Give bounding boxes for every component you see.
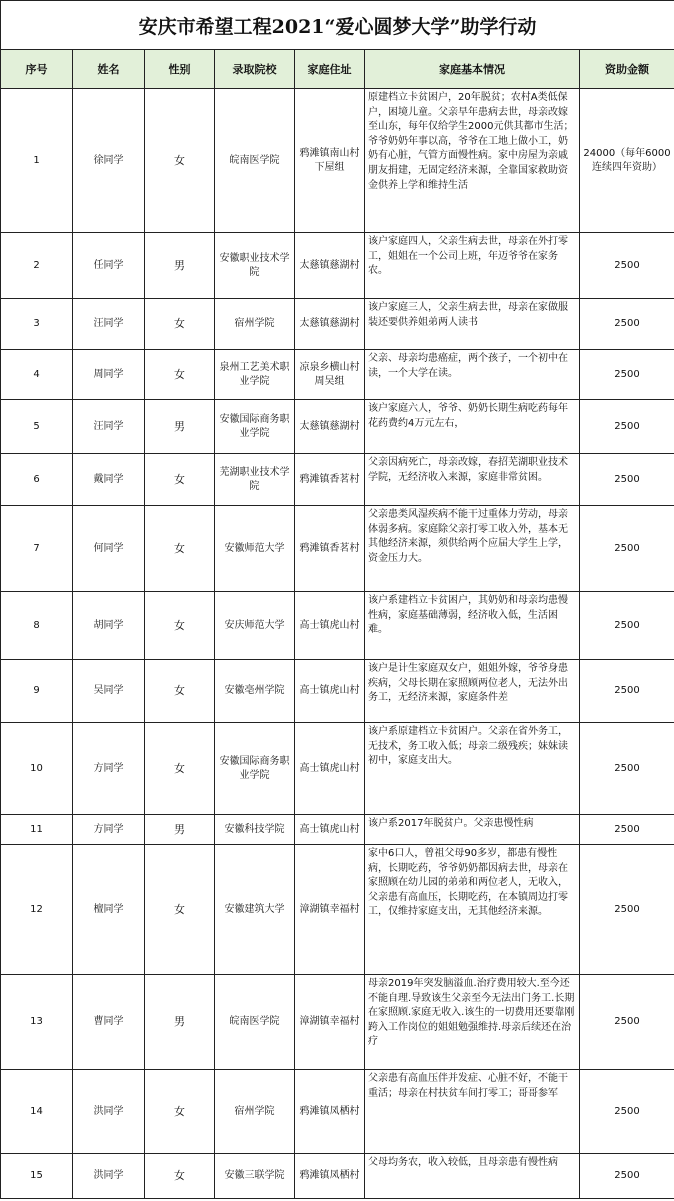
student-name-cell: 周同学: [73, 350, 145, 400]
address-cell: 高士镇虎山村: [295, 723, 365, 815]
row-number-cell: 11: [1, 815, 73, 845]
page-title: 安庆市希望工程2021“爱心圆梦大学”助学行动: [1, 1, 674, 50]
school-cell: 芜湖职业技术学院: [215, 454, 295, 506]
header-address: 家庭住址: [295, 50, 365, 89]
gender-cell: 女: [145, 350, 215, 400]
aid-amount-cell: 2500: [580, 660, 674, 723]
family-situation-cell: 该户家庭三人，父亲生病去世，母亲在家做服装还要供养姐弟两人读书: [365, 299, 580, 350]
row-number-cell: 10: [1, 723, 73, 815]
school-cell: 安徽国际商务职业学院: [215, 400, 295, 454]
address-cell: 漳湖镇幸福村: [295, 845, 365, 975]
aid-amount-cell: 2500: [580, 723, 674, 815]
gender-cell: 女: [145, 506, 215, 592]
aid-amount-cell: 2500: [580, 975, 674, 1070]
aid-amount-cell: 2500: [580, 506, 674, 592]
family-situation-cell: 该户系建档立卡贫困户，其奶奶和母亲均患慢性病，家庭基础薄弱，经济收入低，生活困难。: [365, 592, 580, 660]
school-cell: 安徽亳州学院: [215, 660, 295, 723]
header-no: 序号: [1, 50, 73, 89]
family-situation-cell: 该户家庭四人，父亲生病去世，母亲在外打零工，姐姐在一个公司上班，年迈爷爷在家务农。: [365, 233, 580, 299]
row-number-cell: 6: [1, 454, 73, 506]
student-name-cell: 洪同学: [73, 1070, 145, 1154]
school-cell: 安徽建筑大学: [215, 845, 295, 975]
student-name-cell: 方同学: [73, 815, 145, 845]
family-situation-cell: 家中6口人，曾祖父母90多岁，都患有慢性病，长期吃药，爷爷奶奶都因病去世，母亲在家照顾在幼儿园的弟弟和两位老人，无收入，父亲患有高血压，长期吃药，在本镇周边打零工，仅维持家庭支出，无其他经济来源。: [365, 845, 580, 975]
aid-amount-cell: 2500: [580, 1154, 674, 1199]
table-row: [1, 233, 674, 299]
family-situation-cell: 父母均务农，收入较低，且母亲患有慢性病: [365, 1154, 580, 1199]
row-number-cell: 7: [1, 506, 73, 592]
address-cell: 高士镇虎山村: [295, 660, 365, 723]
address-cell: 凉泉乡横山村周吴组: [295, 350, 365, 400]
address-cell: 太慈镇慈湖村: [295, 400, 365, 454]
gender-cell: 男: [145, 975, 215, 1070]
student-name-cell: 吴同学: [73, 660, 145, 723]
header-name: 姓名: [73, 50, 145, 89]
row-number-cell: 4: [1, 350, 73, 400]
address-cell: 鸦滩镇香茗村: [295, 506, 365, 592]
gender-cell: 女: [145, 454, 215, 506]
student-name-cell: 何同学: [73, 506, 145, 592]
aid-amount-cell: 2500: [580, 299, 674, 350]
gender-cell: 女: [145, 845, 215, 975]
aid-amount-cell: 2500: [580, 845, 674, 975]
school-cell: 泉州工艺美术职业学院: [215, 350, 295, 400]
address-cell: 漳湖镇幸福村: [295, 975, 365, 1070]
aid-amount-cell: 2500: [580, 1070, 674, 1154]
gender-cell: 女: [145, 660, 215, 723]
row-number-cell: 3: [1, 299, 73, 350]
gender-cell: 女: [145, 89, 215, 233]
family-situation-cell: 该户系原建档立卡贫困户。父亲在省外务工，无技术，务工收入低；母亲二级残疾；妹妹读初中，家庭支出大。: [365, 723, 580, 815]
address-cell: 太慈镇慈湖村: [295, 299, 365, 350]
table-row: [1, 350, 674, 400]
table-row: [1, 400, 674, 454]
student-name-cell: 方同学: [73, 723, 145, 815]
gender-cell: 女: [145, 299, 215, 350]
address-cell: 鸦滩镇香茗村: [295, 454, 365, 506]
gender-cell: 女: [145, 723, 215, 815]
family-situation-cell: 该户家庭六人，爷爷、奶奶长期生病吃药每年花药费约4万元左右，: [365, 400, 580, 454]
family-situation-cell: 母亲2019年突发脑溢血.治疗费用较大.至今还不能自理.导致该生父亲至今无法出门务工.长期在家照顾.家庭无收入.该生的一切费用还要靠刚跨入工作岗位的姐姐勉强维持.母亲后续还在治疗: [365, 975, 580, 1070]
school-cell: 宿州学院: [215, 1070, 295, 1154]
row-number-cell: 8: [1, 592, 73, 660]
family-situation-cell: 该户是计生家庭双女户，姐姐外嫁，爷爷身患疾病，父母长期在家照顾两位老人，无法外出务工，无经济来源，家庭条件差: [365, 660, 580, 723]
header-situation: 家庭基本情况: [365, 50, 580, 89]
table-row: [1, 723, 674, 815]
row-number-cell: 2: [1, 233, 73, 299]
table-row: [1, 975, 674, 1070]
aid-amount-cell: 24000（每年6000连续四年资助）: [580, 89, 674, 233]
table-row: [1, 1154, 674, 1199]
gender-cell: 女: [145, 1070, 215, 1154]
student-name-cell: 胡同学: [73, 592, 145, 660]
aid-amount-cell: 2500: [580, 350, 674, 400]
family-situation-cell: 父亲因病死亡，母亲改嫁，春招芜湖职业技术学院，无经济收入来源，家庭非常贫困。: [365, 454, 580, 506]
table-row: [1, 1070, 674, 1154]
student-name-cell: 檀同学: [73, 845, 145, 975]
address-cell: 太慈镇慈湖村: [295, 233, 365, 299]
student-name-cell: 任同学: [73, 233, 145, 299]
school-cell: 皖南医学院: [215, 89, 295, 233]
school-cell: 宿州学院: [215, 299, 295, 350]
gender-cell: 男: [145, 400, 215, 454]
school-cell: 安徽科技学院: [215, 815, 295, 845]
header-school: 录取院校: [215, 50, 295, 89]
family-situation-cell: 父亲患类风湿疾病不能干过重体力劳动，母亲体弱多病。家庭除父亲打零工收入外，基本无其他经济来源，须供给两个应届大学生上学，资金压力大。: [365, 506, 580, 592]
school-cell: 安徽三联学院: [215, 1154, 295, 1199]
family-situation-cell: 该户系2017年脱贫户。父亲患慢性病: [365, 815, 580, 845]
gender-cell: 女: [145, 1154, 215, 1199]
table-row: [1, 592, 674, 660]
school-cell: 皖南医学院: [215, 975, 295, 1070]
table-row: [1, 660, 674, 723]
row-number-cell: 13: [1, 975, 73, 1070]
address-cell: 鸦滩镇凤栖村: [295, 1070, 365, 1154]
student-name-cell: 戴同学: [73, 454, 145, 506]
family-situation-cell: 父亲、母亲均患癌症，两个孩子，一个初中在读，一个大学在读。: [365, 350, 580, 400]
student-name-cell: 曹同学: [73, 975, 145, 1070]
address-cell: 鸦滩镇凤栖村: [295, 1154, 365, 1199]
family-situation-cell: 原建档立卡贫困户，20年脱贫；农村A类低保户，困境儿童。父亲早年患病去世，母亲改嫁至山东，每年仅给学生2000元供其都市生活；爷爷奶奶年事以高，爷爷在工地上做小工，奶奶有心脏，气管方面慢性病。家中房屋为亲戚朋友捐建，无固定经济来源，全靠国家救助资金供养上学和维持生活: [365, 89, 580, 233]
address-cell: 鸦滩镇南山村下屋组: [295, 89, 365, 233]
aid-amount-cell: 2500: [580, 592, 674, 660]
header-gender: 性别: [145, 50, 215, 89]
student-name-cell: 汪同学: [73, 400, 145, 454]
school-cell: 安徽师范大学: [215, 506, 295, 592]
student-name-cell: 洪同学: [73, 1154, 145, 1199]
student-name-cell: 徐同学: [73, 89, 145, 233]
row-number-cell: 5: [1, 400, 73, 454]
aid-amount-cell: 2500: [580, 454, 674, 506]
table-row: [1, 299, 674, 350]
student-name-cell: 汪同学: [73, 299, 145, 350]
address-cell: 高士镇虎山村: [295, 592, 365, 660]
row-number-cell: 1: [1, 89, 73, 233]
address-cell: 高士镇虎山村: [295, 815, 365, 845]
family-situation-cell: 父亲患有高血压伴并发症、心脏不好，不能干重活；母亲在村扶贫车间打零工；哥哥参军: [365, 1070, 580, 1154]
aid-amount-cell: 2500: [580, 400, 674, 454]
aid-amount-cell: 2500: [580, 815, 674, 845]
row-number-cell: 12: [1, 845, 73, 975]
table-row: [1, 845, 674, 975]
school-cell: 安徽国际商务职业学院: [215, 723, 295, 815]
table-row: [1, 454, 674, 506]
school-cell: 安徽职业技术学院: [215, 233, 295, 299]
table-row: [1, 89, 674, 233]
table-row: [1, 815, 674, 845]
row-number-cell: 14: [1, 1070, 73, 1154]
gender-cell: 男: [145, 815, 215, 845]
header-amount: 资助金额: [580, 50, 674, 89]
aid-amount-cell: 2500: [580, 233, 674, 299]
row-number-cell: 9: [1, 660, 73, 723]
row-number-cell: 15: [1, 1154, 73, 1199]
table-row: [1, 506, 674, 592]
gender-cell: 女: [145, 592, 215, 660]
school-cell: 安庆师范大学: [215, 592, 295, 660]
gender-cell: 男: [145, 233, 215, 299]
